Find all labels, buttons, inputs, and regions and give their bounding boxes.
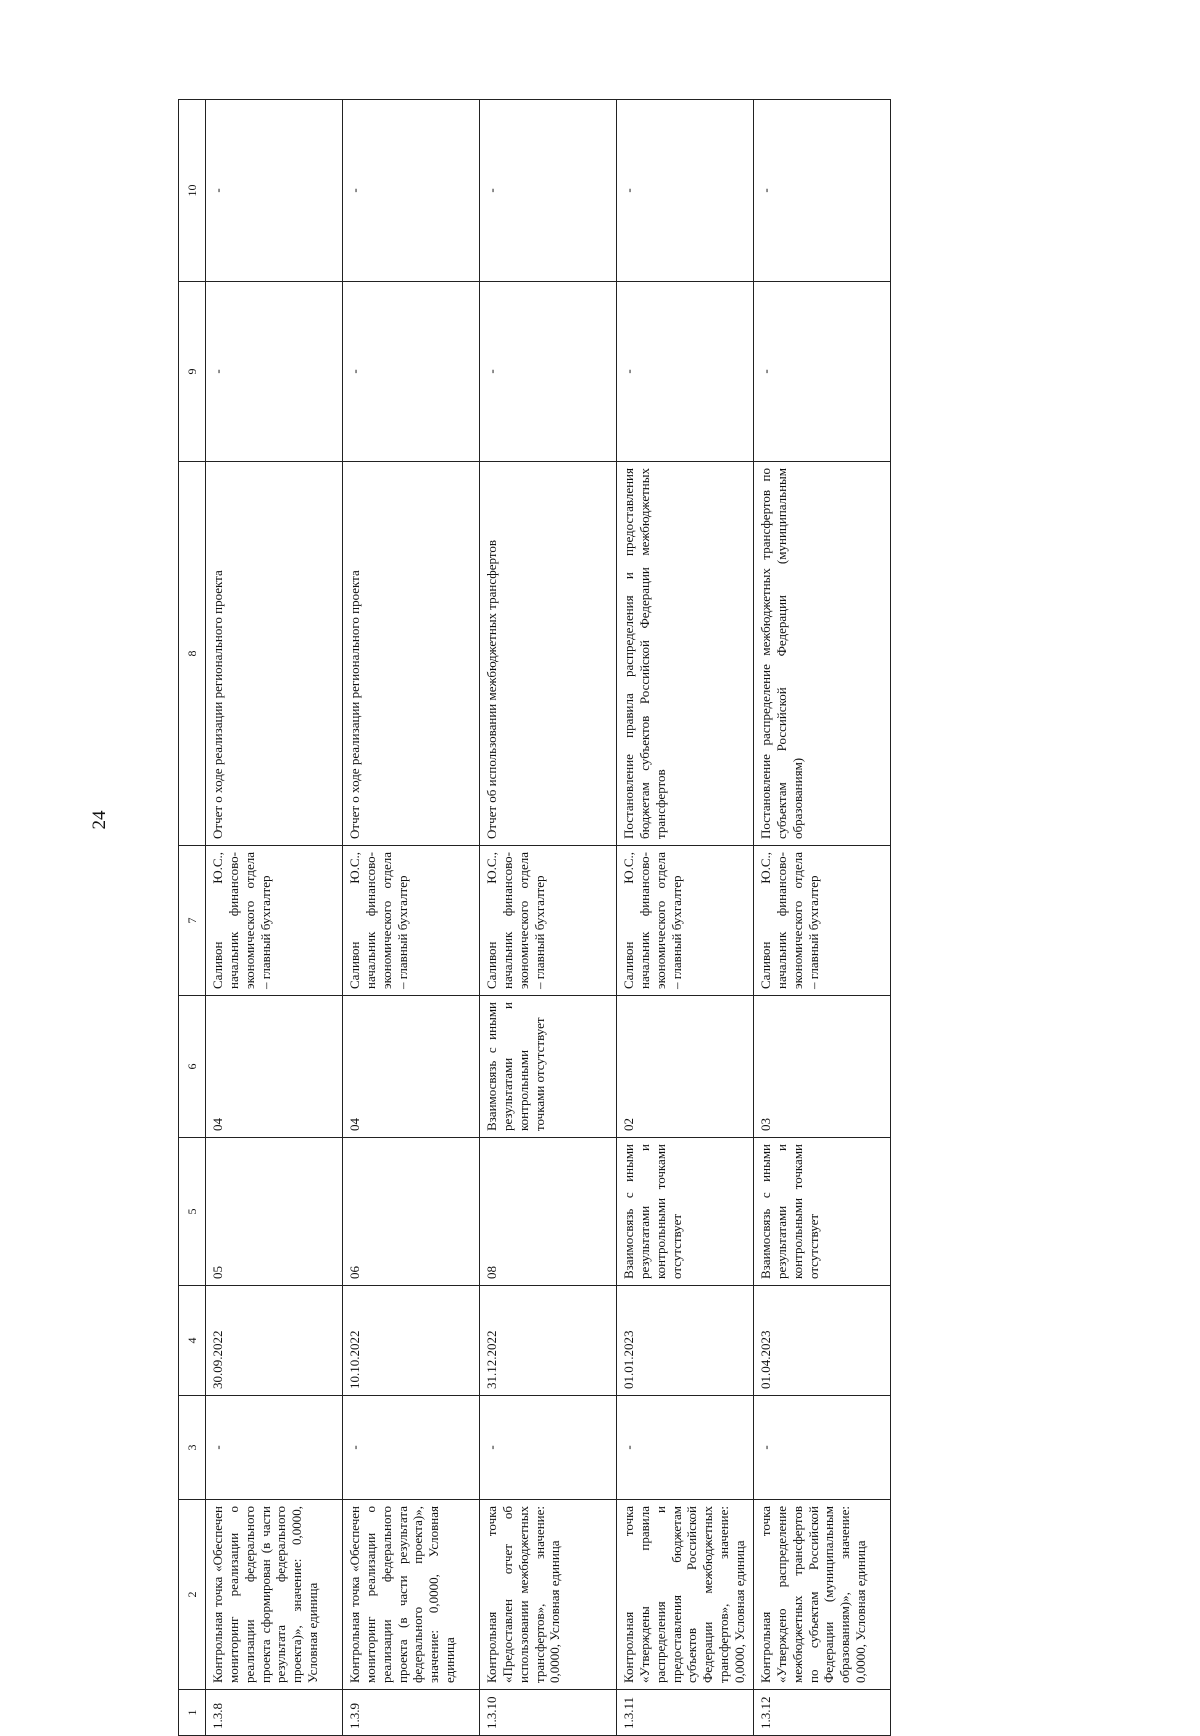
column-header: 6 <box>179 996 206 1138</box>
document-cell: Отчет о ходе реализации регионального проекта <box>206 462 343 846</box>
control-point-name-cell: Контрольная точка «Обеспечен мониторинг реализации о реализации федерального проекта (в части результата федерального проекта)», значение: 0,0000, Условная единица <box>343 1500 480 1690</box>
table-row <box>343 100 480 1736</box>
date-cell: 10.10.2022 <box>343 1286 480 1396</box>
column-9-cell: - <box>343 282 480 462</box>
column-6-cell: 04 <box>343 996 480 1138</box>
responsible-cell: Саливон Ю.С., начальник финансово-экономического отдела – главный бухгалтер <box>206 846 343 996</box>
column-9-cell: - <box>754 282 891 462</box>
column-10-cell: - <box>480 100 617 282</box>
column-6-cell: Взаимосвязь с иными результатами и контрольными точками отсутствует <box>480 996 617 1138</box>
column-6-cell: 02 <box>617 996 754 1138</box>
control-point-name-cell: Контрольная точка «Утверждено распределение межбюджетных трансфертов по субъектам Российской Федерации (муниципальным образованиям)», значение: 0,0000, Условная единица <box>754 1500 891 1690</box>
date-cell: 31.12.2022 <box>480 1286 617 1396</box>
control-point-name-cell: Контрольная точка «Утверждены правила распределения и предоставления бюджетам субъектов Российской Федерации межбюджетных трансфертов», значение: 0,0000, Условная единица <box>617 1500 754 1690</box>
column-header: 5 <box>179 1138 206 1286</box>
table-region <box>178 100 898 1736</box>
column-3-cell: - <box>343 1396 480 1500</box>
table-row <box>206 100 343 1736</box>
column-3-cell: - <box>480 1396 617 1500</box>
document-cell: Постановление распределение межбюджетных трансфертов по субъектам Российской Федерации (муниципальным образованиям) <box>754 462 891 846</box>
document-cell: Отчет о ходе реализации регионального проекта <box>343 462 480 846</box>
row-number-cell: 1.3.9 <box>343 1690 480 1736</box>
table-row <box>754 100 891 1736</box>
column-header: 7 <box>179 846 206 996</box>
rotated-table-container <box>178 100 898 1736</box>
column-10-cell: - <box>343 100 480 282</box>
control-point-name-cell: Контрольная точка «Обеспечен мониторинг реализации о реализации федерального проекта сформирован (в части результата федерального проекта)», значение: 0,0000, Условная единица <box>206 1500 343 1690</box>
document-cell: Отчет об использовании межбюджетных трансфертов <box>480 462 617 846</box>
header-row <box>179 100 206 1736</box>
column-10-cell: - <box>617 100 754 282</box>
column-6-cell: 03 <box>754 996 891 1138</box>
table-row <box>480 100 617 1736</box>
column-header: 9 <box>179 282 206 462</box>
column-3-cell: - <box>206 1396 343 1500</box>
column-5-cell: Взаимосвязь с иными результатами и контрольными точками отсутствует <box>754 1138 891 1286</box>
column-header: 3 <box>179 1396 206 1500</box>
control-point-name-cell: Контрольная точка «Предоставлен отчет об использовании межбюджетных трансфертов», значение: 0,0000, Условная единица <box>480 1500 617 1690</box>
column-10-cell: - <box>754 100 891 282</box>
column-5-cell: 06 <box>343 1138 480 1286</box>
column-5-cell: 08 <box>480 1138 617 1286</box>
responsible-cell: Саливон Ю.С., начальник финансово-экономического отдела – главный бухгалтер <box>480 846 617 996</box>
responsible-cell: Саливон Ю.С., начальник финансово-экономического отдела – главный бухгалтер <box>343 846 480 996</box>
column-3-cell: - <box>617 1396 754 1500</box>
column-5-cell: Взаимосвязь с иными результатами и контрольными точками отсутствует <box>617 1138 754 1286</box>
column-9-cell: - <box>206 282 343 462</box>
document-cell: Постановление правила распределения и предоставления бюджетам субъектов Российской Федерации межбюджетных трансфертов <box>617 462 754 846</box>
responsible-cell: Саливон Ю.С., начальник финансово-экономического отдела – главный бухгалтер <box>754 846 891 996</box>
row-number-cell: 1.3.8 <box>206 1690 343 1736</box>
page-number: 24 <box>89 810 110 830</box>
date-cell: 01.01.2023 <box>617 1286 754 1396</box>
table-row <box>617 100 754 1736</box>
column-header: 10 <box>179 100 206 282</box>
column-10-cell: - <box>206 100 343 282</box>
column-header: 2 <box>179 1500 206 1690</box>
column-9-cell: - <box>617 282 754 462</box>
column-header: 1 <box>179 1690 206 1736</box>
plan-table <box>178 99 891 1736</box>
column-3-cell: - <box>754 1396 891 1500</box>
column-9-cell: - <box>480 282 617 462</box>
column-6-cell: 04 <box>206 996 343 1138</box>
row-number-cell: 1.3.11 <box>617 1690 754 1736</box>
column-header: 8 <box>179 462 206 846</box>
column-header: 4 <box>179 1286 206 1396</box>
responsible-cell: Саливон Ю.С., начальник финансово-экономического отдела – главный бухгалтер <box>617 846 754 996</box>
row-number-cell: 1.3.10 <box>480 1690 617 1736</box>
column-5-cell: 05 <box>206 1138 343 1286</box>
row-number-cell: 1.3.12 <box>754 1690 891 1736</box>
date-cell: 01.04.2023 <box>754 1286 891 1396</box>
date-cell: 30.09.2022 <box>206 1286 343 1396</box>
